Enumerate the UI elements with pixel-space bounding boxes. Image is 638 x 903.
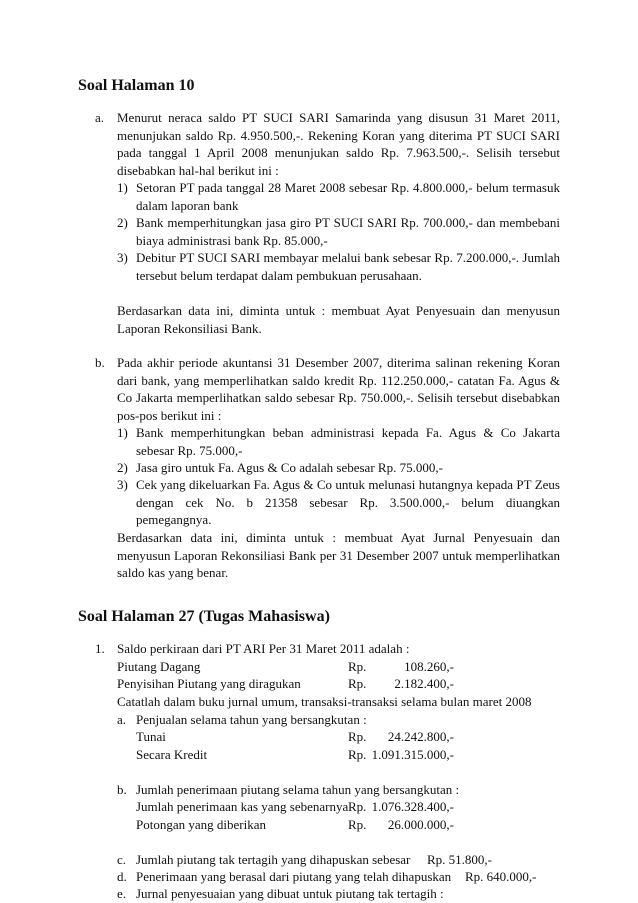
balance-label: Piutang Dagang <box>117 659 201 674</box>
transaction-currency: Rp. <box>348 799 367 814</box>
sub-item-marker: 3) <box>117 477 128 492</box>
sub-question-marker-d: d. <box>117 869 127 884</box>
sub-question-e-text: Jurnal penyesuaian yang dibuat untuk piutang tak tertagih : <box>136 886 444 901</box>
sub-item-marker: 2) <box>117 460 128 475</box>
transaction-amount: 1.076.328.400,- <box>371 799 454 814</box>
sub-item-marker: 3) <box>117 250 128 265</box>
balance-amount: 108.260,- <box>404 659 454 674</box>
balance-label: Penyisihan Piutang yang diragukan <box>117 676 301 691</box>
problem-b-item-2: Jasa giro untuk Fa. Agus & Co adalah sebesar Rp. 75.000,- <box>136 460 443 475</box>
question-marker-1: 1. <box>95 641 105 656</box>
sub-item-marker: 2) <box>117 215 128 230</box>
section-title-halaman-27: Soal Halaman 27 (Tugas Mahasiswa) <box>78 608 330 625</box>
balance-row <box>117 658 537 676</box>
transaction-amount: 1.091.315.000,- <box>371 747 454 762</box>
transaction-row <box>136 728 536 746</box>
transaction-amount: 26.000.000,- <box>387 817 454 832</box>
transaction-currency: Rp. <box>348 747 367 762</box>
item-marker-b: b. <box>95 355 105 370</box>
sub-question-marker-b: b. <box>117 782 127 797</box>
sub-question-c-amount: Rp. 51.800,- <box>427 852 492 867</box>
problem-b-intro: Pada akhir periode akuntansi 31 Desember 2007, diterima salinan rekening Koran dari bank, yang memperlihatkan saldo kredit Rp. 112.250.000,- catatan Fa. Agus & Co Jakarta memperlihatkan saldo sebesar Rp. 750.000,-. Selisih tersebut disebabkan pos-pos berikut ini : <box>117 355 560 423</box>
transaction-currency: Rp. <box>348 729 367 744</box>
sub-question-d-amount: Rp. 640.000,- <box>465 869 537 884</box>
sub-question-d-text: Penerimaan yang berasal dari piutang yang telah dihapuskan <box>136 869 452 884</box>
sub-item-marker: 1) <box>117 180 128 195</box>
sub-question-marker-a: a. <box>117 712 127 727</box>
transaction-label: Jumlah penerimaan kas yang sebenarnya <box>136 799 349 814</box>
problem-a-item-3: Debitur PT SUCI SARI membayar melalui bank sebesar Rp. 7.200.000,-. Jumlah tersebut belum terdapat dalam pembukuan perusahaan. <box>136 250 560 283</box>
balance-amount: 2.182.400,- <box>394 676 454 691</box>
transaction-row <box>136 746 536 764</box>
sub-item-marker: 1) <box>117 425 128 440</box>
item-marker-a: a. <box>95 110 105 125</box>
sub-question-a-text: Penjualan selama tahun yang bersangkutan : <box>136 712 367 727</box>
transaction-label: Tunai <box>136 729 166 744</box>
sub-question-marker-e: e. <box>117 886 127 901</box>
problem-a-item-2: Bank memperhitungkan jasa giro PT SUCI SARI Rp. 700.000,- dan membebani biaya administrasi bank Rp. 85.000,- <box>136 215 560 248</box>
balance-currency: Rp. <box>348 659 367 674</box>
section-title-halaman-10: Soal Halaman 10 <box>78 77 195 94</box>
transaction-amount: 24.242.800,- <box>387 729 454 744</box>
transaction-label: Potongan yang diberikan <box>136 817 266 832</box>
sub-question-c-text: Jumlah piutang tak tertagih yang dihapuskan sebesar <box>136 852 411 867</box>
problem-a-item-1: Setoran PT pada tanggal 28 Maret 2008 sebesar Rp. 4.800.000,- belum termasuk dalam laporan bank <box>136 180 560 213</box>
balance-row <box>117 675 537 693</box>
question-1-instruction: Catatlah dalam buku jurnal umum, transaksi-transaksi selama bulan maret 2008 <box>117 694 532 709</box>
transaction-currency: Rp. <box>348 817 367 832</box>
transaction-row <box>136 816 536 834</box>
problem-b-item-3: Cek yang dikeluarkan Fa. Agus & Co untuk melunasi hutangnya kepada PT Zeus dengan cek No. b 21358 sebesar Rp. 3.500.000,- belum diuangkan pemegangnya. <box>136 477 560 528</box>
problem-b-task: Berdasarkan data ini, diminta untuk : membuat Ayat Jurnal Penyesuain dan menyusun Laporan Rekonsiliasi Bank per 31 Desember 2007 untuk memperlihatkan saldo kas yang benar. <box>117 530 560 581</box>
transaction-label: Secara Kredit <box>136 747 208 762</box>
balance-currency: Rp. <box>348 676 367 691</box>
problem-b-item-1: Bank memperhitungkan beban administrasi kepada Fa. Agus & Co Jakarta sebesar Rp. 75.000,- <box>136 425 560 458</box>
sub-question-b-text: Jumlah penerimaan piutang selama tahun yang bersangkutan : <box>136 782 460 797</box>
question-1-intro: Saldo perkiraan dari PT ARI Per 31 Maret 2011 adalah : <box>117 641 410 656</box>
problem-a-task: Berdasarkan data ini, diminta untuk : membuat Ayat Penyesuain dan menyusun Laporan Rekonsiliasi Bank. <box>117 303 560 336</box>
problem-a-intro: Menurut neraca saldo PT SUCI SARI Samarinda yang disusun 31 Maret 2011, menunjukan saldo Rp. 4.950.500,-. Rekening Koran yang diterima PT SUCI SARI pada tanggal 1 April 2008 menunjukan saldo Rp. 7.963.500,-. Selisih tersebut disebabkan hal-hal berikut ini : <box>117 110 560 178</box>
sub-question-marker-c: c. <box>117 852 127 867</box>
transaction-row <box>136 798 536 816</box>
